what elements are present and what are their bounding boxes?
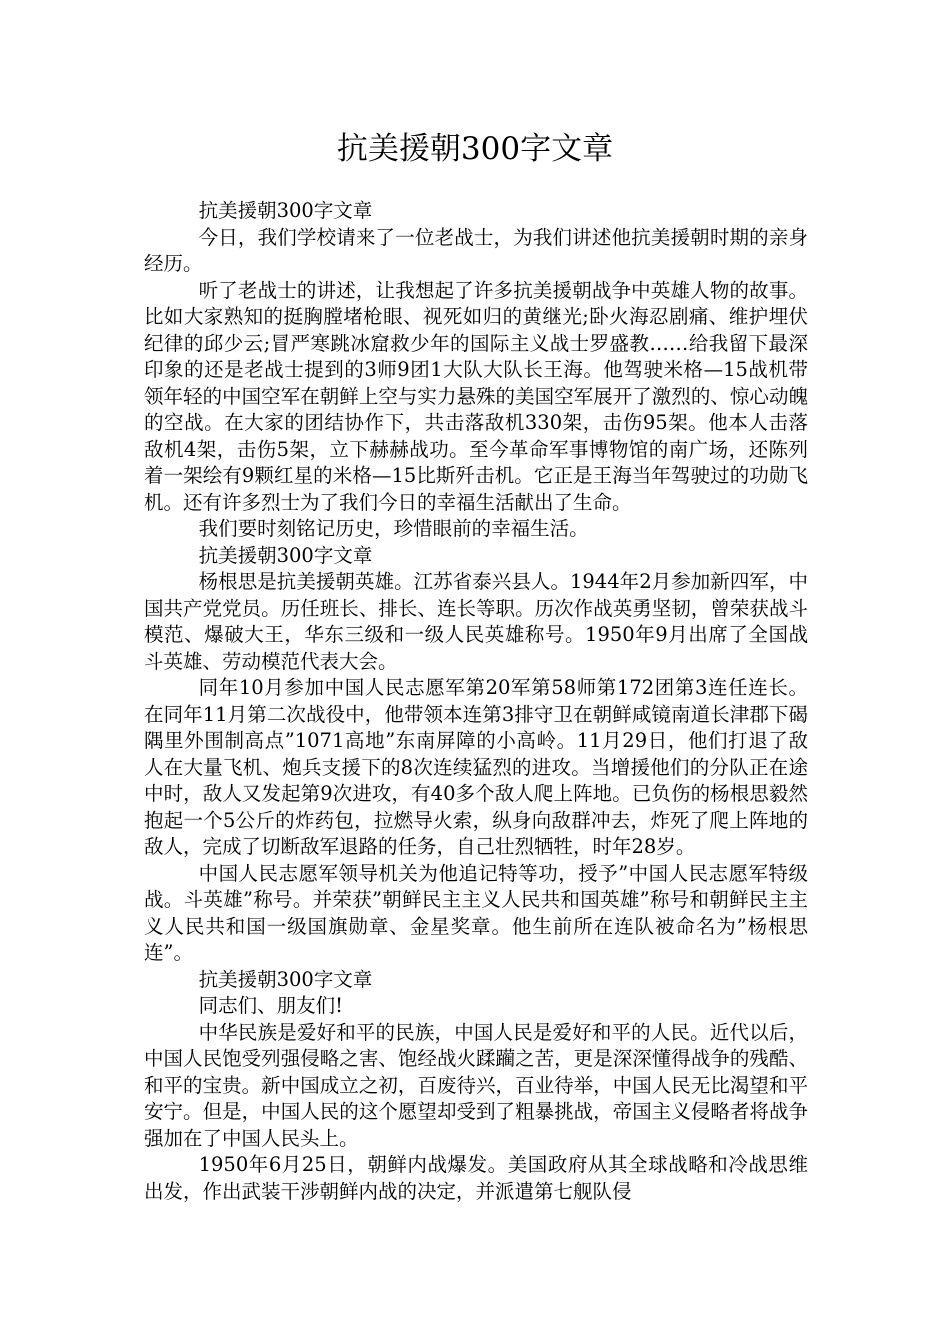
paragraph: 同年10月参加中国人民志愿军第20军第58师第172团第3连任连长。在同年11月第二次战役中，他带领本连第3排守卫在朝鲜咸镜南道长津郡下碣隅里外围制高点”1071高地”东南屏障的小高岭。11月29日，他们打退了敌人在大量飞机、炮兵支援下的8次连续猛烈的进攻。当增援他们的分队正在途中时，敌人又发起第9次进攻，有40多个敌人爬上阵地。已负伤的杨根思毅然抱起一个5公斤的炸药包，拉燃导火索，纵身向敌群冲去，炸死了爬上阵地的敌人，完成了切断敌军退路的任务，自己壮烈牺牲，时年28岁。 (144, 676, 808, 858)
paragraph: 我们要时刻铭记历史，珍惜眼前的幸福生活。 (198, 517, 589, 540)
paragraph-salutation: 同志们、朋友们! (198, 994, 343, 1017)
document-body (144, 198, 808, 1205)
document-title: 抗美援朝300字文章 (336, 131, 614, 167)
paragraph: 杨根思是抗美援朝英雄。江苏省泰兴县人。1944年2月参加新四军，中国共产党党员。历任班长、排长、连长等职。历次作战英勇坚韧，曾荣获战斗模范、爆破大王，华东三级和一级人民英雄称号。1950年9月出席了全国战斗英雄、劳动模范代表大会。 (144, 570, 808, 673)
paragraph: 中华民族是爱好和平的民族，中国人民是爱好和平的人民。近代以后，中国人民饱受列强侵略之害、饱经战火蹂躏之苦，更是深深懂得战争的残酷、和平的宝贵。新中国成立之初，百废待兴，百业待举，中国人民无比渴望和平安宁。但是，中国人民的这个愿望却受到了粗暴挑战，帝国主义侵略者将战争强加在了中国人民头上。 (144, 1020, 808, 1150)
paragraph-subtitle-2: 抗美援朝300字文章 (198, 543, 373, 567)
paragraph-subtitle-1: 抗美援朝300字文章 (198, 199, 373, 222)
paragraph: 1950年6月25日，朝鲜内战爆发。美国政府从其全球战略和冷战思维出发，作出武装干涉朝鲜内战的决定，并派遣第七舰队侵 (144, 1153, 808, 1203)
paragraph: 今日，我们学校请来了一位老战士，为我们讲述他抗美援朝时期的亲身经历。 (144, 225, 808, 275)
paragraph: 中国人民志愿军领导机关为他追记特等功，授予”中国人民志愿军特级战。斗英雄”称号。并荣获”朝鲜民主主义人民共和国英雄”称号和朝鲜民主主义人民共和国一级国旗勋章、金星奖章。他生前所在连队被命名为”杨根思连”。 (144, 861, 808, 964)
paragraph-subtitle-3: 抗美援朝300字文章 (198, 967, 373, 991)
paragraph: 听了老战士的讲述，让我想起了许多抗美援朝战争中英雄人物的故事。比如大家熟知的挺胸膛堵枪眼、视死如归的黄继光;卧火海忍剧痛、维护埋伏纪律的邱少云;冒严寒跳冰窟救少年的国际主义战士罗盛教……给我留下最深印象的还是老战士提到的3师9团1大队大队长王海。他驾驶米格—15战机带领年轻的中国空军在朝鲜上空与实力悬殊的美国空军展开了激烈的、惊心动魄的空战。在大家的团结协作下，共击落敌机330架，击伤95架。他本人击落敌机4架，击伤5架，立下赫赫战功。至今革命军事博物馆的南广场，还陈列着一架绘有9颗红星的米格—15比斯歼击机。它正是王海当年驾驶过的功勋飞机。还有许多烈士为了我们今日的幸福生活献出了生命。 (144, 278, 808, 514)
